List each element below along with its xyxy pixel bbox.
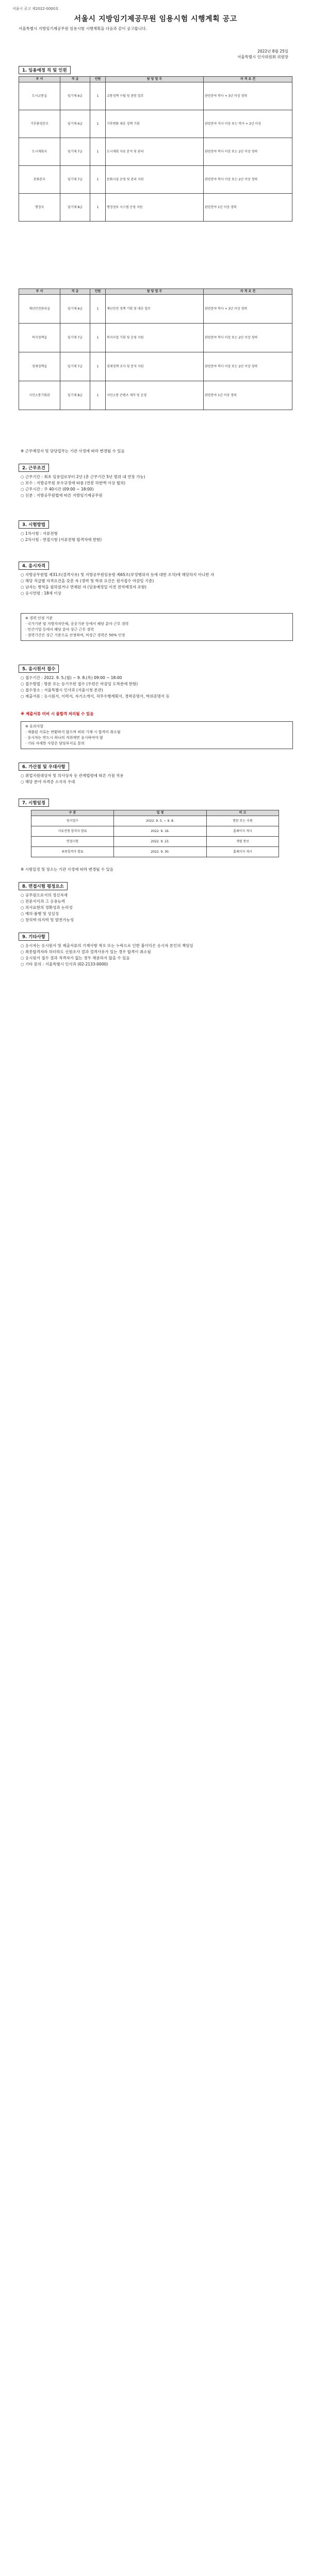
cell-dept: 기후환경본부 (19, 110, 60, 138)
cell-qual: 관련분야 학사 이상 또는 2년 이상 경력 (204, 166, 292, 194)
cell-stage: 서류전형 합격자 발표 (31, 826, 114, 837)
col-grade: 직 급 (60, 289, 90, 295)
cell-dept: 시민소통기획관 (19, 381, 60, 410)
section-6-body: ○ 취업지원대상자 및 의사상자 등 관계법령에 따른 가점 적용 ○ 해당 분야 자격증 소지자 우대 (21, 773, 124, 784)
positions-note: ※ 근무예정지 및 담당업무는 기관 사정에 따라 변경될 수 있음 (21, 449, 125, 453)
cell-date: 2022. 9. 23. (114, 837, 207, 847)
cell-grade: 임기제 7급 (60, 324, 90, 352)
cell-duty: 기후변화 대응 정책 기획 (106, 110, 204, 138)
cell-qual: 관련분야 학사 + 3년 이상 경력 (204, 82, 292, 110)
cell-duty: 복지사업 기획 및 운영 지원 (106, 324, 204, 352)
table-row (19, 352, 292, 381)
cell-dept: 행정국 (19, 194, 60, 222)
cell-note: 방문 또는 우편 (207, 816, 279, 826)
section-1-title: 1. 임용예정 직 및 인원 (19, 66, 71, 74)
cell-qual: 관련분야 석사 이상 또는 학사 + 2년 이상 (204, 110, 292, 138)
cell-count: 1 (90, 324, 106, 352)
cell-duty: 행정정보 시스템 운영 지원 (106, 194, 204, 222)
section-5-warning: ※ 제출서류 미비 시 불합격 처리될 수 있음 (21, 711, 94, 716)
table-row (19, 295, 292, 324)
cell-grade: 임기제 8급 (60, 194, 90, 222)
section-2-title: 2. 근무조건 (19, 464, 49, 472)
cell-dept: 경제정책실 (19, 352, 60, 381)
cell-dept: 복지정책실 (19, 324, 60, 352)
col-duty: 담 당 업 무 (106, 289, 204, 295)
section-6-title: 6. 가산점 및 우대사항 (19, 762, 69, 771)
cell-stage: 원서접수 (31, 816, 114, 826)
cell-qual: 관련분야 1년 이상 경력 (204, 381, 292, 410)
col-grade: 직 급 (60, 77, 90, 82)
section-8-body: ○ 공무원으로서의 정신자세 ○ 전문지식과 그 응용능력 ○ 의사표현의 정확성과 논리성 ○ 예의·품행 및 성실성 ○ 창의력·의지력 및 발전가능성 (21, 893, 74, 922)
table-header-row (19, 289, 292, 295)
cell-count: 1 (90, 295, 106, 324)
cell-grade: 임기제 6급 (60, 82, 90, 110)
cell-count: 1 (90, 110, 106, 138)
cell-duty: 경제정책 조사 및 분석 지원 (106, 352, 204, 381)
cell-stage: 최종합격자 발표 (31, 847, 114, 857)
cell-dept: 재난안전관리실 (19, 295, 60, 324)
positions-table (19, 76, 292, 222)
table-header-row (19, 77, 292, 82)
cell-date: 2022. 9. 5. ~ 9. 8. (114, 816, 207, 826)
cell-qual: 관련분야 학사 이상 또는 2년 이상 경력 (204, 352, 292, 381)
table-row (31, 816, 279, 826)
table-row (19, 166, 292, 194)
col-duty: 담 당 업 무 (106, 77, 204, 82)
cell-dept: 문화본부 (19, 166, 60, 194)
col-dept: 부 서 (19, 77, 60, 82)
cell-grade: 임기제 6급 (60, 110, 90, 138)
cell-date: 2022. 9. 16. (114, 826, 207, 837)
cell-count: 1 (90, 166, 106, 194)
issuer: 서울특별시 인사위원회 위원장 (237, 55, 288, 59)
table-row (19, 381, 292, 410)
cell-stage: 면접시험 (31, 837, 114, 847)
cell-grade: 임기제 7급 (60, 352, 90, 381)
section-3-body: ○ 1차시험 : 서류전형 ○ 2차시험 : 면접시험 (서류전형 합격자에 한함) (21, 531, 102, 542)
cell-grade: 임기제 6급 (60, 295, 90, 324)
section-4-title: 4. 응시자격 (19, 562, 49, 570)
col-qual: 자 격 요 건 (204, 77, 292, 82)
section-9-title: 9. 기타사항 (19, 933, 49, 941)
cell-count: 1 (90, 138, 106, 166)
col-count: 인원 (90, 289, 106, 295)
section-5-body: ○ 접수기간 : 2022. 9. 5.(월) ~ 9. 8.(목) 09:00 ~ 18:00 ○ 접수방법 : 방문 또는 등기우편 접수 (우편은 마감일 도착분에 한함) ○ 접수장소 : 서울특별시 인사과 (서울시청 본관) ○ 제출서류 : 응시원서, 이력서, 자기소개서, 직무수행계획서, 경력증명서, 학위증명서 등 (21, 675, 170, 699)
positions-table-2 (19, 289, 292, 410)
doc-number: 서울시 공고 제2022-0000호 (12, 7, 59, 11)
col-count: 인원 (90, 77, 106, 82)
table-row (31, 847, 279, 857)
page-title: 서울시 지방임기제공무원 임용시험 시행계획 공고 (74, 15, 237, 23)
cell-note: 개별 통보 (207, 837, 279, 847)
table-row (19, 324, 292, 352)
cell-count: 1 (90, 352, 106, 381)
col-note: 비 고 (207, 810, 279, 816)
career-criteria-box: ※ 경력 인정 기준 · 국가기관 및 지방자치단체, 공공기관 등에서 해당 분야 근무 경력 · 민간기업 등에서 해당 분야 상근 근무 경력 · 경력기간은 상근 기준으로 산정하며, 비상근 경력은 50% 인정 (21, 613, 293, 641)
section-2-body: ○ 근무기간 : 최초 임용일로부터 2년 (총 근무기간 5년 범위 내 연장 가능) ○ 보수 : 지방공무원 보수규정에 따름 (연봉 하한액 이상 협의) ○ 근무시간 : 주 40시간 (09:00 ~ 18:00) ○ 신분 : 지방공무원법에 따른 지방임기제공무원 (21, 474, 145, 498)
cell-date: 2022. 9. 30. (114, 847, 207, 857)
cell-dept: 도시계획국 (19, 138, 60, 166)
table-row (19, 110, 292, 138)
cell-qual: 관련분야 학사 이상 또는 2년 이상 경력 (204, 324, 292, 352)
cell-count: 1 (90, 82, 106, 110)
cell-grade: 임기제 7급 (60, 166, 90, 194)
table-row (19, 138, 292, 166)
cell-note: 홈페이지 게시 (207, 847, 279, 857)
schedule-table (31, 810, 279, 857)
section-5-title: 5. 응시원서 접수 (19, 665, 59, 673)
cell-duty: 재난안전 정책 기획 및 대응 업무 (106, 295, 204, 324)
cell-grade: 임기제 8급 (60, 381, 90, 410)
section-7-title: 7. 시험일정 (19, 799, 49, 807)
cell-duty: 도시계획 자료 분석 및 관리 (106, 138, 204, 166)
table-row (31, 826, 279, 837)
cell-count: 1 (90, 381, 106, 410)
table-header-row (31, 810, 279, 816)
section-8-title: 8. 면접시험 평정요소 (19, 882, 68, 890)
table-row (31, 837, 279, 847)
table-row (19, 82, 292, 110)
intro-text: 서울특별시 지방임기제공무원 임용시험 시행계획을 다음과 같이 공고합니다. (19, 26, 147, 31)
cell-qual: 관련분야 학사 이상 또는 2년 이상 경력 (204, 138, 292, 166)
col-qual: 자 격 요 건 (204, 289, 292, 295)
section-4-body: ○ 지방공무원법 제31조(결격사유) 및 지방공무원임용령 제65조(부정행위자 등에 대한 조치)에 해당하지 아니한 자 ○ 해당 직급별 자격요건을 갖춘 자 (경력 및 학위 요건은 원서접수 마감일 기준) ○ 남자는 병역을 필하였거나 면제된 자 (임용예정일 이전 전역예정자 포함) ○ 응시연령 : 18세 이상 (21, 572, 215, 596)
date-block (237, 48, 288, 60)
cell-note: 홈페이지 게시 (207, 826, 279, 837)
table-row (19, 194, 292, 222)
cell-duty: 교통정책 수립 및 관련 업무 (106, 82, 204, 110)
cell-dept: 도시교통실 (19, 82, 60, 110)
schedule-note: ※ 시험일정 및 장소는 기관 사정에 따라 변경될 수 있음 (21, 867, 113, 872)
cell-grade: 임기제 7급 (60, 138, 90, 166)
section-3-title: 3. 시험방법 (19, 520, 49, 529)
cell-qual: 관련분야 학사 + 3년 이상 경력 (204, 295, 292, 324)
announce-date: 2022년 8월 25일 (257, 49, 288, 54)
section-9-body: ○ 응시자는 응시원서 및 제출서류의 기재사항 착오 또는 누락으로 인한 불이익은 응시자 본인의 책임임 ○ 최종합격자라 하더라도 신원조사 결과 결격사유가 있는 경우 합격이 취소됨 ○ 응시원서 접수 결과 적격자가 없는 경우 채용하지 않을 수 있음 ○ 기타 문의 : 서울특별시 인사과 (02-2133-0000) (21, 943, 193, 967)
col-stage: 구 분 (31, 810, 114, 816)
notice-box: ※ 유의사항 · 제출된 서류는 반환하지 않으며 허위 기재 시 합격이 취소됨 · 응시자는 반드시 하나의 직위에만 응시하여야 함 · 기타 자세한 사항은 담당부서로 문의 (21, 721, 293, 749)
cell-duty: 문화시설 운영 및 관리 지원 (106, 166, 204, 194)
col-date: 일 정 (114, 810, 207, 816)
col-dept: 부 서 (19, 289, 60, 295)
cell-count: 1 (90, 194, 106, 222)
cell-duty: 시민소통 콘텐츠 제작 및 운영 (106, 381, 204, 410)
cell-qual: 관련분야 1년 이상 경력 (204, 194, 292, 222)
